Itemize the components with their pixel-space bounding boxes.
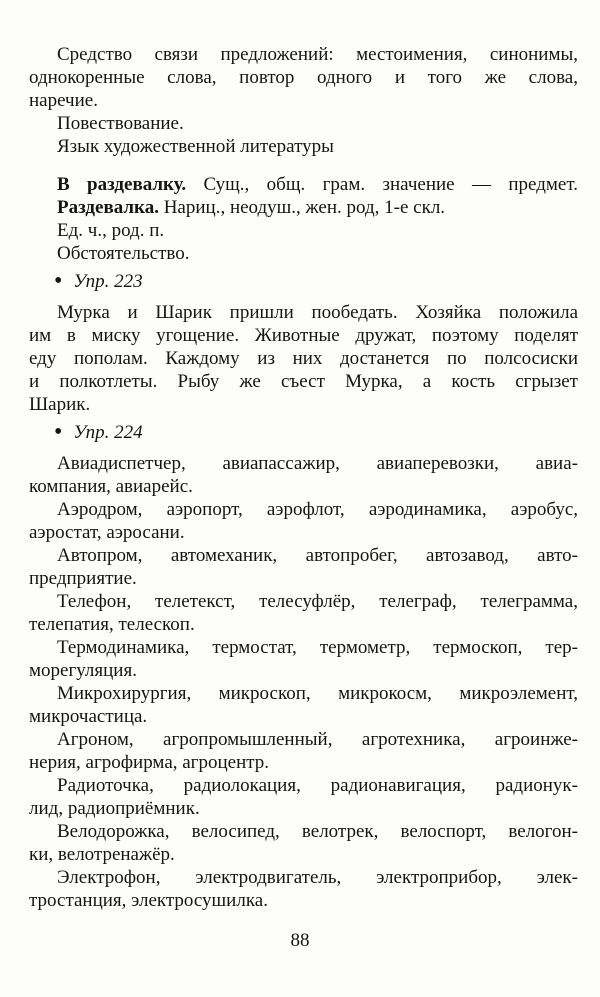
text-line: наречие. bbox=[29, 90, 98, 111]
paragraph bbox=[29, 242, 578, 265]
exercise-label: Упр. 224 bbox=[73, 422, 143, 443]
analysis-text: Сущ., общ. грам. значение — предмет. bbox=[203, 174, 578, 195]
paragraph bbox=[29, 866, 578, 912]
text-line: лид, радиоприёмник. bbox=[29, 798, 200, 819]
text-line: еду пополам. Каждому из них достанется по полсосиски bbox=[29, 348, 578, 369]
text-line: им в миску угощение. Животные дружат, поэтому поделят bbox=[29, 325, 578, 346]
text-line: тростанция, электросушилка. bbox=[29, 890, 268, 911]
text-line: аэростат, аэросани. bbox=[29, 522, 185, 543]
paragraph bbox=[29, 43, 578, 112]
text-line bbox=[29, 196, 578, 219]
text-line: Средство связи предложений: местоимения, синонимы, bbox=[57, 44, 578, 65]
text-line bbox=[29, 173, 578, 196]
analysis-paragraph bbox=[29, 196, 578, 219]
exercise-item bbox=[29, 270, 578, 293]
text-line: Агроном, агропромышленный, агротехника, агроинже- bbox=[57, 729, 578, 750]
paragraph bbox=[29, 728, 578, 774]
text-line: телепатия, телескоп. bbox=[29, 614, 195, 635]
text-line: Радиоточка, радиолокация, радионавигация, радионук- bbox=[57, 775, 578, 796]
paragraph bbox=[29, 112, 578, 135]
text-line: предприятие. bbox=[29, 568, 137, 589]
text-line: Шарик. bbox=[29, 394, 91, 415]
paragraph bbox=[29, 774, 578, 820]
paragraph bbox=[29, 682, 578, 728]
text-line: ки, велотренажёр. bbox=[29, 844, 175, 865]
paragraph bbox=[29, 498, 578, 544]
text-line: Аэродром, аэропорт, аэрофлот, аэродинамика, аэробус, bbox=[57, 499, 578, 520]
page-number: 88 bbox=[290, 930, 310, 951]
text-line: Повествование. bbox=[57, 113, 184, 134]
analysis-paragraph bbox=[29, 173, 578, 196]
paragraph bbox=[29, 636, 578, 682]
term-bold: В раздевалку. bbox=[57, 174, 187, 195]
text-line: Авиадиспетчер, авиапассажир, авиаперевозки, авиа- bbox=[57, 453, 578, 474]
text-line: нерия, агрофирма, агроцентр. bbox=[29, 752, 270, 773]
text-line: Обстоятельство. bbox=[57, 243, 190, 264]
text-line: Электрофон, электродвигатель, электроприбор, элек- bbox=[57, 867, 578, 888]
text-line: компания, авиарейс. bbox=[29, 476, 193, 497]
text-line: Велодорожка, велосипед, велотрек, велоспорт, велогон- bbox=[57, 821, 578, 842]
paragraph bbox=[29, 544, 578, 590]
paragraph bbox=[29, 219, 578, 242]
text-line: Микрохирургия, микроскоп, микрокосм, микроэлемент, bbox=[57, 683, 578, 704]
text-line: Автопром, автомеханик, автопробег, автозавод, авто- bbox=[57, 545, 578, 566]
term-bold: Раздевалка. bbox=[57, 197, 159, 218]
bullet-icon: • bbox=[54, 268, 63, 294]
paragraph bbox=[29, 590, 578, 636]
analysis-text: Нариц., неодуш., жен. род, 1-е скл. bbox=[163, 197, 446, 218]
paragraph bbox=[29, 301, 578, 416]
bullet-icon: • bbox=[54, 419, 63, 445]
paragraph bbox=[29, 452, 578, 498]
page-content bbox=[29, 43, 578, 912]
text-line: Мурка и Шарик пришли пообедать. Хозяйка положила bbox=[57, 302, 578, 323]
text-line: Ед. ч., род. п. bbox=[57, 220, 165, 241]
text-line: Термодинамика, термостат, термометр, термоскоп, тер- bbox=[57, 637, 578, 658]
paragraph bbox=[29, 820, 578, 866]
exercise-label: Упр. 223 bbox=[73, 271, 143, 292]
text-line: и полкотлеты. Рыбу же съест Мурка, а кость сгрызет bbox=[29, 371, 578, 392]
text-line: микрочастица. bbox=[29, 706, 148, 727]
text-line: Телефон, телетекст, телесуфлёр, телеграф, телеграмма, bbox=[57, 591, 578, 612]
text-line: морегуляция. bbox=[29, 660, 137, 681]
exercise-item bbox=[29, 421, 578, 444]
text-line: Язык художественной литературы bbox=[57, 136, 334, 157]
text-line: однокоренные слова, повтор одного и того же слова, bbox=[29, 67, 578, 88]
paragraph bbox=[29, 135, 578, 158]
